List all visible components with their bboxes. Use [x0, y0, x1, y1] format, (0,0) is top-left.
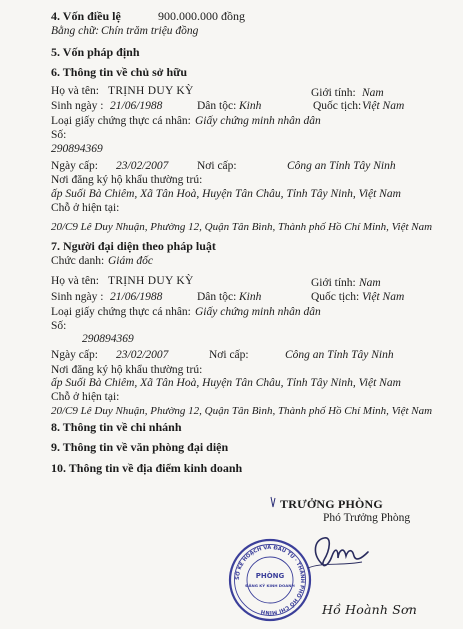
owner-issue-date-value: 23/02/2007 — [116, 160, 169, 172]
owner-idno-value: 290894369 — [51, 143, 103, 155]
owner-nationality-value: Việt Nam — [362, 100, 405, 112]
owner-name-value: TRỊNH DUY KỲ — [108, 85, 194, 97]
rep-current-label: Chỗ ở hiện tại: — [51, 391, 120, 403]
rep-current-value: 20/C9 Lê Duy Nhuận, Phường 12, Quận Tân Bình, Thành phố Hồ Chí Minh, Việt Nam — [51, 405, 433, 417]
signer-name: Hồ Hoành Sơn — [322, 602, 418, 617]
rep-gender-value: Nam — [359, 277, 381, 289]
section-8-heading: 8. Thông tin về chi nhánh — [51, 420, 182, 434]
owner-permanent-label: Nơi đăng ký hộ khẩu thường trú: — [51, 174, 203, 186]
signature-subtitle: Phó Trưởng Phòng — [323, 512, 411, 524]
owner-dob-label: Sinh ngày : — [51, 100, 104, 112]
rep-ethnic-value: Kinh — [239, 291, 262, 303]
owner-current-label: Chỗ ở hiện tại: — [51, 202, 120, 214]
stamp-ring-text: SỞ KẾ HOẠCH VÀ ĐẦU TƯ · THÀNH PHỐ HỒ CHÍ MINH — [234, 544, 306, 616]
rep-dob-label: Sinh ngày : — [51, 291, 104, 303]
rep-dob-value: 21/06/1988 — [110, 291, 163, 303]
owner-dob-value: 21/06/1988 — [110, 100, 163, 112]
owner-issuer-label: Nơi cấp: — [197, 160, 237, 172]
rep-issue-date-label: Ngày cấp: — [51, 349, 98, 361]
stamp-center-line-2: ĐĂNG KÝ KINH DOANH — [245, 583, 295, 588]
owner-issue-date-label: Ngày cấp: — [51, 160, 98, 172]
owner-idtype-value: Giấy chứng minh nhân dân — [195, 115, 321, 127]
owner-gender-value: Nam — [362, 87, 384, 99]
owner-issuer-value: Công an Tỉnh Tây Ninh — [287, 160, 396, 172]
owner-idtype-label: Loại giấy chứng thực cá nhân: — [51, 115, 191, 127]
rep-ethnic-label: Dân tộc: — [197, 291, 237, 303]
capital-words-value: Chín trăm triệu đồng — [101, 25, 199, 37]
rep-issuer-value: Công an Tỉnh Tây Ninh — [285, 349, 394, 361]
owner-ethnic-label: Dân tộc: — [197, 100, 237, 112]
rep-name-value: TRỊNH DUY KỲ — [108, 275, 194, 287]
owner-gender-label: Giới tính: — [311, 87, 356, 99]
rep-idtype-value: Giấy chứng minh nhân dân — [195, 306, 321, 318]
rep-title-value: Giám đốc — [108, 255, 154, 267]
rep-name-label: Họ và tên: — [51, 275, 99, 287]
owner-idno-label: Số: — [51, 129, 67, 141]
rep-idno-value: 290894369 — [82, 333, 134, 345]
owner-permanent-value: ấp Suối Bà Chiêm, Xã Tân Hoà, Huyện Tân Châu, Tỉnh Tây Ninh, Việt Nam — [51, 188, 401, 200]
owner-nationality-label: Quốc tịch: — [313, 100, 362, 112]
section-5-heading: 5. Vốn pháp định — [51, 45, 140, 59]
rep-permanent-label: Nơi đăng ký hộ khẩu thường trú: — [51, 364, 203, 376]
rep-nationality-label: Quốc tịch: — [311, 291, 360, 303]
stamp-center-line-1: PHÒNG — [255, 572, 285, 580]
section-7-heading: 7. Người đại diện theo pháp luật — [51, 239, 216, 253]
rep-idno-label: Số: — [51, 320, 67, 332]
pen-mark-icon — [270, 496, 276, 508]
owner-ethnic-value: Kinh — [239, 100, 262, 112]
handwritten-signature — [302, 532, 372, 574]
section-9-heading: 9. Thông tin về văn phòng đại diện — [51, 440, 229, 454]
rep-nationality-value: Việt Nam — [362, 291, 405, 303]
capital-words-label: Bằng chữ: — [51, 25, 100, 37]
owner-current-value: 20/C9 Lê Duy Nhuận, Phường 12, Quận Tân Bình, Thành phố Hồ Chí Minh, Việt Nam — [51, 221, 433, 233]
rep-idtype-label: Loại giấy chứng thực cá nhân: — [51, 306, 191, 318]
rep-title-label: Chức danh: — [51, 255, 105, 267]
section-4-heading: 4. Vốn điều lệ — [51, 9, 121, 23]
charter-capital-amount: 900.000.000 đồng — [158, 9, 245, 23]
official-stamp — [228, 538, 312, 622]
rep-permanent-value: ấp Suối Bà Chiêm, Xã Tân Hoà, Huyện Tân Châu, Tỉnh Tây Ninh, Việt Nam — [51, 377, 401, 389]
rep-issuer-label: Nơi cấp: — [209, 349, 249, 361]
section-6-heading: 6. Thông tin về chủ sở hữu — [51, 65, 188, 79]
rep-issue-date-value: 23/02/2007 — [116, 349, 169, 361]
section-10-heading: 10. Thông tin về địa điểm kinh doanh — [51, 461, 243, 475]
rep-gender-label: Giới tính: — [311, 277, 356, 289]
signature-title: TRƯỞNG PHÒNG — [280, 497, 383, 511]
owner-name-label: Họ và tên: — [51, 85, 99, 97]
